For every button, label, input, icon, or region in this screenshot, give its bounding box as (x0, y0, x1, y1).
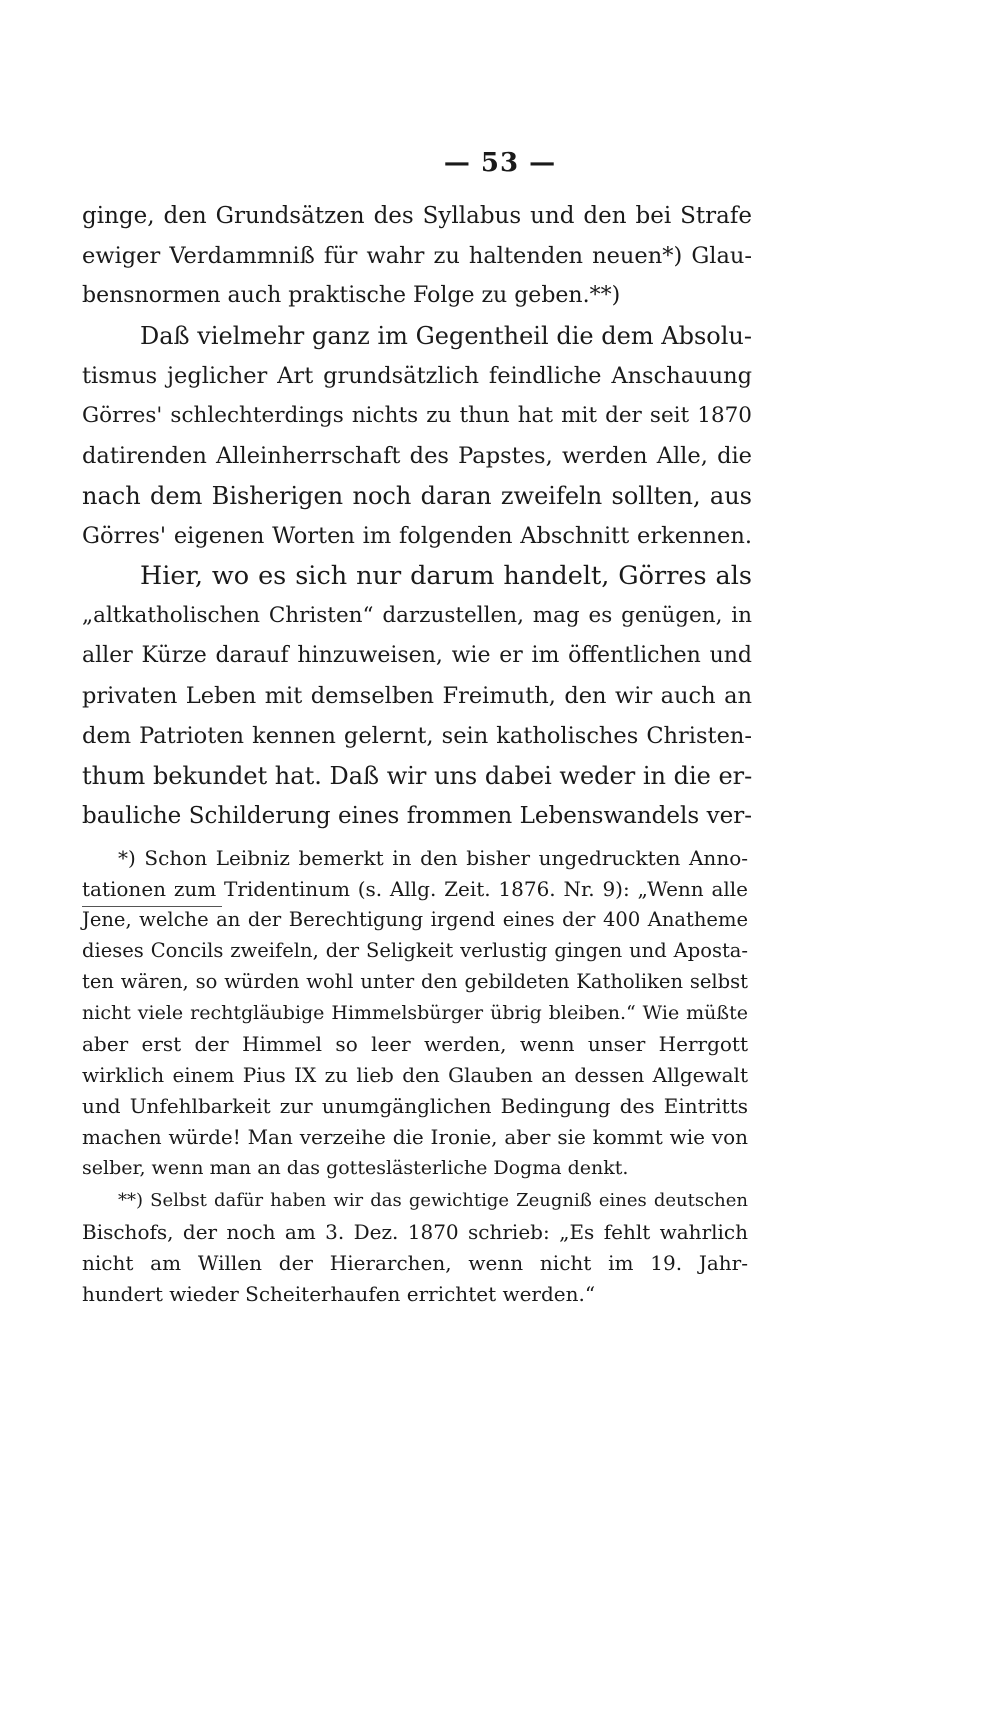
body-line: tismus jeglicher Art grundsätzlich feindliche Anschauung (82, 363, 752, 389)
body-line: nach dem Bisherigen noch daran zweifeln sollten, aus (82, 482, 752, 510)
footnote-line: aber erst der Himmel so leer werden, wenn unser Herrgott (82, 1032, 748, 1056)
body-line: bauliche Schilderung eines frommen Lebenswandels ver- (82, 803, 752, 829)
body-line: thum bekundet hat. Daß wir uns dabei weder in die er- (82, 762, 753, 790)
footnote-line: dieses Concils zweifeln, der Seligkeit verlustig gingen und Aposta- (82, 939, 748, 962)
page-number: — 53 — (443, 148, 557, 178)
body-line: Görres' schlechterdings nichts zu thun hat mit der seit 1870 (82, 403, 752, 428)
footnote-line: selber, wenn man an das gotteslästerliche Dogma denkt. (82, 1157, 629, 1179)
footnote-line: Bischofs, der noch am 3. Dez. 1870 schrieb: „Es fehlt wahrlich (82, 1220, 748, 1244)
body-line: bensnormen auch praktische Folge zu geben.**) (82, 283, 621, 308)
footnote-line: *) Schon Leibniz bemerkt in den bisher ungedruckten Anno- (118, 846, 748, 870)
footnote-line: und Unfehlbarkeit zur unumgänglichen Bedingung des Eintritts (82, 1094, 748, 1118)
footnote-line: nicht am Willen der Hierarchen, wenn nicht im 19. Jahr- (82, 1251, 748, 1275)
footnote-line: hundert wieder Scheiterhaufen errichtet werden.“ (82, 1282, 596, 1306)
footnote-line: **) Selbst dafür haben wir das gewichtige Zeugniß eines deutschen (118, 1190, 748, 1211)
footnote-line: Jene, welche an der Berechtigung irgend eines der 400 Anatheme (82, 908, 748, 931)
body-line: privaten Leben mit demselben Freimuth, den wir auch an (82, 683, 752, 709)
body-line: datirenden Alleinherrschaft des Papstes, werden Alle, die (82, 443, 752, 469)
body-line: Hier, wo es sich nur darum handelt, Görres als (140, 561, 752, 591)
body-line: Görres' eigenen Worten im folgenden Abschnitt erkennen. (82, 523, 752, 549)
body-line: „altkatholischen Christen“ darzustellen, mag es genügen, in (82, 603, 752, 628)
body-line: ginge, den Grundsätzen des Syllabus und den bei Strafe (82, 203, 752, 229)
footnote-line: machen würde! Man verzeihe die Ironie, aber sie kommt wie von (82, 1125, 748, 1149)
body-line: aller Kürze darauf hinzuweisen, wie er im öffentlichen und (82, 643, 752, 668)
body-line: Daß vielmehr ganz im Gegentheil die dem Absolu- (140, 322, 752, 350)
footnote-line: ten wären, so würden wohl unter den gebildeten Katholiken selbst (82, 970, 748, 993)
footnote-line: nicht viele rechtgläubige Himmelsbürger übrig bleiben.“ Wie müßte (82, 1002, 748, 1024)
body-line: ewiger Verdammniß für wahr zu haltenden neuen*) Glau- (82, 243, 752, 269)
footnote-line: wirklich einem Pius IX zu lieb den Glauben an dessen Allgewalt (82, 1063, 748, 1087)
body-line: dem Patrioten kennen gelernt, sein katholisches Christen- (82, 723, 752, 749)
footnote-line: tationen zum Tridentinum (s. Allg. Zeit. 1876. Nr. 9): „Wenn alle (82, 877, 748, 901)
